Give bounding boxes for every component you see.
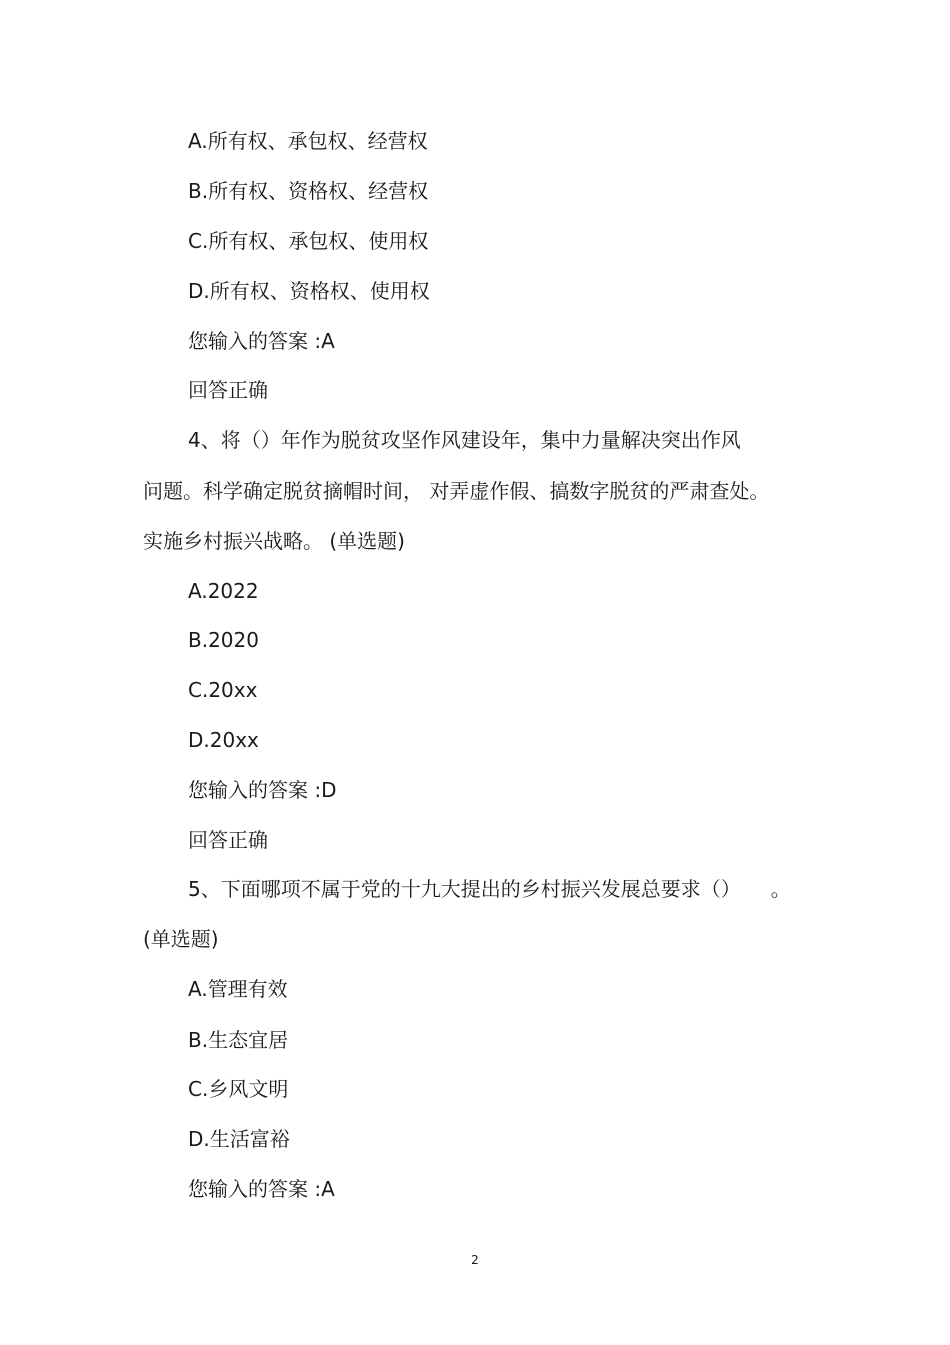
q4-option-a: A.2022 [188,579,259,603]
q4-result: 回答正确 [188,828,268,852]
q4-stem-line-2: 问题。科学确定脱贫摘帽时间， 对弄虚作假、搞数字脱贫的严肃查处。 [143,479,770,503]
q3-your-answer: 您输入的答案 :A [188,329,335,353]
q5-your-answer: 您输入的答案 :A [188,1177,335,1201]
q3-option-c: C.所有权、承包权、使用权 [188,229,429,253]
q3-result: 回答正确 [188,378,268,402]
q5-option-c: C.乡风文明 [188,1077,289,1101]
q3-option-a: A.所有权、承包权、经营权 [188,129,428,153]
q5-option-b: B.生态宜居 [188,1028,289,1052]
q4-option-b: B.2020 [188,628,259,652]
q3-option-b: B.所有权、资格权、经营权 [188,179,429,203]
q5-option-d: D.生活富裕 [188,1127,290,1151]
q4-your-answer: 您输入的答案 :D [188,778,337,802]
q5-stem-line-2: (单选题) [143,927,219,951]
q4-stem-line-3: 实施乡村振兴战略。 (单选题) [143,529,405,553]
q4-option-d: D.20xx [188,728,259,752]
q4-stem-line-1: 4、将（）年作为脱贫攻坚作风建设年，集中力量解决突出作风 [188,428,741,452]
page-number: 2 [471,1253,479,1267]
q5-option-a: A.管理有效 [188,977,288,1001]
q3-option-d: D.所有权、资格权、使用权 [188,279,430,303]
q5-stem-line-1: 5、下面哪项不属于党的十九大提出的乡村振兴发展总要求（） 。 [188,877,791,901]
q4-option-c: C.20xx [188,678,258,702]
